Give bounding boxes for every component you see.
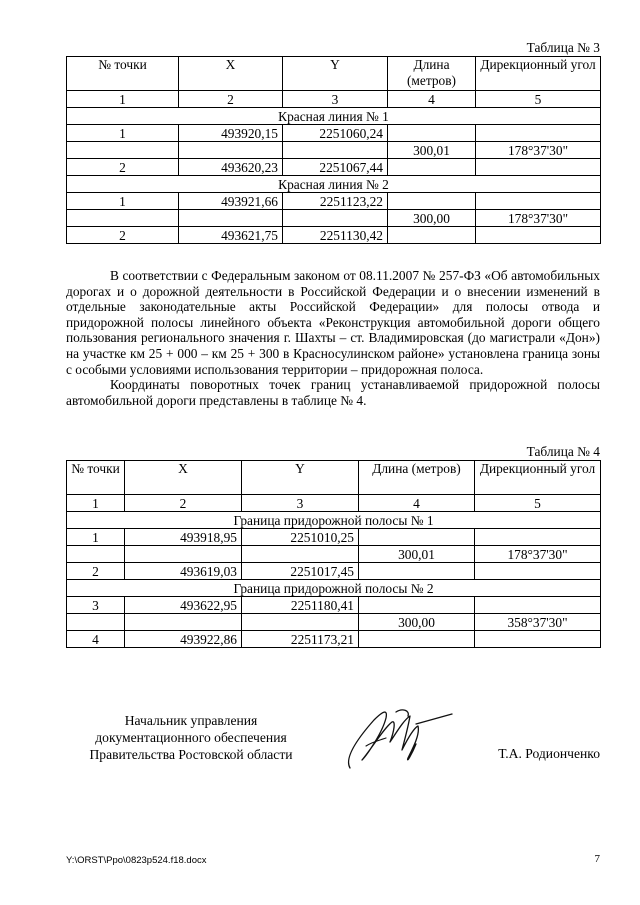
table-row	[67, 210, 601, 227]
paragraph-2: Координаты поворотных точек границ устанавливаемой придорожной полосы автомобильной дороги представлены в таблице № 4.	[66, 377, 600, 408]
position-line-3: Правительства Ростовской области	[89, 747, 293, 762]
coord-x: 493619,03	[125, 563, 242, 580]
point-number: 1	[67, 193, 179, 210]
table-cell	[125, 614, 242, 631]
coord-x: 493920,15	[179, 125, 283, 142]
segment-angle: 178°37'30"	[475, 546, 601, 563]
coord-x: 493918,95	[125, 529, 242, 546]
coord-y: 2251067,44	[283, 159, 388, 176]
point-number: 2	[67, 159, 179, 176]
table-cell	[475, 597, 601, 614]
table-cell	[388, 125, 476, 142]
position-line-1: Начальник управления	[124, 713, 258, 728]
page-number: 7	[594, 853, 600, 865]
table3-header-point: № точки	[67, 57, 179, 91]
table4-header-row	[67, 461, 601, 495]
table3	[66, 56, 601, 244]
signatory-name: Т.А. Родионченко	[498, 746, 600, 761]
coord-x: 493922,86	[125, 631, 242, 648]
table-cell	[388, 159, 476, 176]
table3-header-length: Длина (метров)	[388, 57, 476, 91]
table-cell	[179, 210, 283, 227]
table-cell	[476, 193, 601, 210]
coord-x: 493620,23	[179, 159, 283, 176]
table-cell	[125, 546, 242, 563]
table-cell	[67, 546, 125, 563]
table4-section-row	[67, 580, 601, 597]
table-cell	[359, 563, 475, 580]
coord-x: 493622,95	[125, 597, 242, 614]
point-number: 3	[67, 597, 125, 614]
coord-y: 2251123,22	[283, 193, 388, 210]
table-row	[67, 614, 601, 631]
segment-angle: 178°37'30"	[476, 210, 601, 227]
table-cell	[475, 529, 601, 546]
point-number: 2	[67, 227, 179, 244]
position-line-2: документационного обеспечения	[95, 730, 287, 745]
table-cell	[283, 210, 388, 227]
segment-length: 300,01	[359, 546, 475, 563]
coord-y: 2251017,45	[242, 563, 359, 580]
table4-section-title: Граница придорожной полосы № 1	[67, 512, 601, 529]
segment-length: 300,00	[359, 614, 475, 631]
table4-section-row	[67, 512, 601, 529]
table-cell: 3	[283, 91, 388, 108]
table-row	[67, 563, 601, 580]
segment-angle: 358°37'30"	[475, 614, 601, 631]
table-cell: 5	[475, 495, 601, 512]
table-row	[67, 631, 601, 648]
table4-numbering-row	[67, 495, 601, 512]
coord-x: 493921,66	[179, 193, 283, 210]
table4	[66, 460, 601, 648]
table4-section-title: Граница придорожной полосы № 2	[67, 580, 601, 597]
table3-section-title: Красная линия № 1	[67, 108, 601, 125]
handwritten-signature	[336, 698, 456, 778]
table3-header-y: Y	[283, 57, 388, 91]
table-cell	[242, 546, 359, 563]
table4-header-x: X	[125, 461, 242, 495]
table3-header-x: X	[179, 57, 283, 91]
coord-x: 493621,75	[179, 227, 283, 244]
table-row	[67, 125, 601, 142]
table-cell: 2	[125, 495, 242, 512]
table-row	[67, 546, 601, 563]
table-cell: 1	[67, 495, 125, 512]
coord-y: 2251180,41	[242, 597, 359, 614]
table-cell	[476, 159, 601, 176]
point-number: 2	[67, 563, 125, 580]
table-row	[67, 193, 601, 210]
body-text	[66, 268, 600, 408]
table-cell	[179, 142, 283, 159]
table-cell	[476, 125, 601, 142]
table3-caption: Таблица № 3	[526, 40, 600, 55]
table3-section-row	[67, 176, 601, 193]
table-cell	[476, 227, 601, 244]
table-cell: 2	[179, 91, 283, 108]
table4-caption: Таблица № 4	[526, 444, 600, 459]
table3-numbering-row	[67, 91, 601, 108]
coord-y: 2251010,25	[242, 529, 359, 546]
table3-header-row	[67, 57, 601, 91]
table-cell	[359, 631, 475, 648]
signatory-position	[66, 712, 316, 763]
table4-header-length: Длина (метров)	[359, 461, 475, 495]
segment-length: 300,01	[388, 142, 476, 159]
coord-y: 2251130,42	[283, 227, 388, 244]
segment-length: 300,00	[388, 210, 476, 227]
table-row	[67, 597, 601, 614]
table4-header-y: Y	[242, 461, 359, 495]
table-cell: 4	[388, 91, 476, 108]
table-cell	[475, 631, 601, 648]
table-cell: 5	[476, 91, 601, 108]
paragraph-1: В соответствии с Федеральным законом от 08.11.2007 № 257-ФЗ «Об автомобильных дорогах и о дорожной деятельности в Российской Федерации и о внесении изменений в отдельные законодательные акты Российской Федерации» для полосы отвода и придорожной полосы линейного объекта «Реконструкция автомобильной дороги общего пользования регионального значения г. Шахты – ст. Владимировская (до магистрали «Дон») на участке км 25 + 000 – км 25 + 300 в Красносулинском районе» установлена граница зоны с особыми условиями использования территории – придорожная полоса.	[66, 268, 600, 377]
table-cell	[283, 142, 388, 159]
table-row	[67, 142, 601, 159]
file-path: Y:\ORST\Ppo\0823p524.f18.docx	[66, 855, 207, 866]
table-cell	[67, 614, 125, 631]
point-number: 1	[67, 529, 125, 546]
table-cell: 1	[67, 91, 179, 108]
table3-section-row	[67, 108, 601, 125]
table-cell	[388, 227, 476, 244]
point-number: 1	[67, 125, 179, 142]
table-cell: 3	[242, 495, 359, 512]
table-row	[67, 227, 601, 244]
table-cell	[388, 193, 476, 210]
coord-y: 2251173,21	[242, 631, 359, 648]
table-row	[67, 529, 601, 546]
table-cell	[67, 142, 179, 159]
table-cell	[67, 210, 179, 227]
table-cell: 4	[359, 495, 475, 512]
table-row	[67, 159, 601, 176]
point-number: 4	[67, 631, 125, 648]
segment-angle: 178°37'30"	[476, 142, 601, 159]
coord-y: 2251060,24	[283, 125, 388, 142]
table-cell	[359, 597, 475, 614]
table-cell	[359, 529, 475, 546]
table4-header-angle: Дирекционный угол	[475, 461, 601, 495]
table-cell	[475, 563, 601, 580]
table3-header-angle: Дирекционный угол	[476, 57, 601, 91]
table3-section-title: Красная линия № 2	[67, 176, 601, 193]
table4-header-point: № точки	[67, 461, 125, 495]
table-cell	[242, 614, 359, 631]
